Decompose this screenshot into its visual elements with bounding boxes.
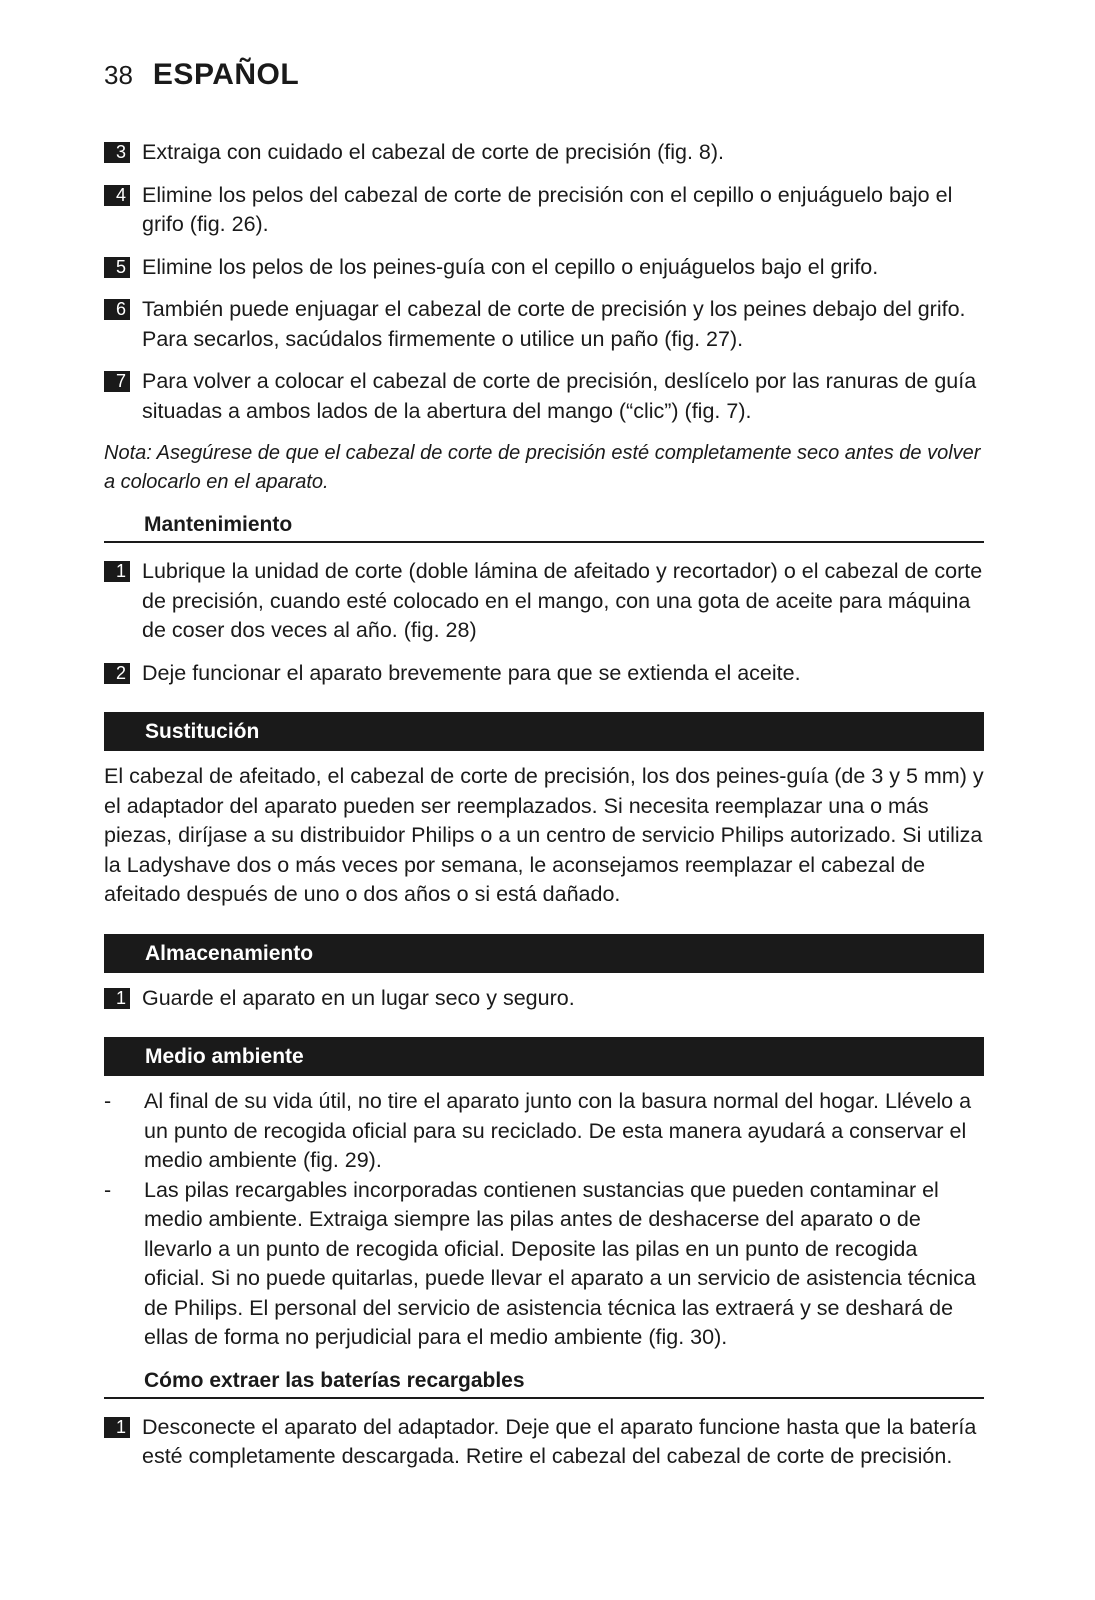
list-item bbox=[104, 1087, 984, 1176]
bullet-text: Las pilas recargables incorporadas contienen sustancias que pueden contaminar el medio ambiente. Extraiga siempre las pilas antes de deshacerse del aparato o de llevarlo a un punto de recogida oficial. Deposite las pilas en un punto de recogida oficial. Si no puede quitarlas, puede llevar el aparato a un servicio de asistencia técnica de Philips. El personal del servicio de asistencia técnica las extraerá y se deshará de ellas de forma no perjudicial para el medio ambiente (fig. 30). bbox=[144, 1177, 976, 1349]
step-text: Para volver a colocar el cabezal de corte de precisión, deslícelo por las ranuras de guía situadas a ambos lados de la abertura del mango (“clic”) (fig. 7). bbox=[142, 369, 977, 423]
step-text: Elimine los pelos de los peines-guía con el cepillo o enjuáguelos bajo el grifo. bbox=[142, 254, 879, 279]
language-title: ESPAÑOL bbox=[152, 58, 300, 91]
section-heading-replacement: Sustitución bbox=[104, 712, 984, 751]
step-text: Lubrique la unidad de corte (doble lámina de afeitado y recortador) o el cabezal de corte de precisión, cuando esté colocado en el mango, con una gota de aceite para máquina de coser dos veces al año. (fig. 28) bbox=[142, 559, 983, 642]
step-number-badge: 5 bbox=[104, 257, 130, 278]
note-text: Nota: Asegúrese de que el cabezal de corte de precisión esté completamente seco antes de volver a colocarlo en el aparato. bbox=[104, 442, 981, 493]
step-item bbox=[104, 295, 984, 354]
step-text: Desconecte el aparato del adaptador. Deje que el aparato funcione hasta que la batería esté completamente descargada. Retire el cabezal del cabezal de corte de precisión. bbox=[142, 1414, 977, 1468]
step-item bbox=[104, 367, 984, 426]
step-number-badge: 3 bbox=[104, 142, 130, 163]
step-text: Guarde el aparato en un lugar seco y seguro. bbox=[142, 985, 575, 1010]
step-number-badge: 1 bbox=[104, 1417, 130, 1438]
step-item bbox=[104, 557, 984, 646]
section-heading-battery-removal: Cómo extraer las baterías recargables bbox=[104, 1367, 984, 1399]
step-item bbox=[104, 138, 984, 168]
page-header bbox=[104, 58, 299, 92]
section-heading-environment: Medio ambiente bbox=[104, 1037, 984, 1076]
step-item bbox=[104, 1413, 984, 1472]
step-item bbox=[104, 659, 984, 689]
step-number-badge: 7 bbox=[104, 371, 130, 392]
page-number: 38 bbox=[104, 60, 133, 90]
step-item bbox=[104, 181, 984, 240]
step-text: Elimine los pelos del cabezal de corte de precisión con el cepillo o enjuáguelo bajo el grifo (fig. 26). bbox=[142, 182, 953, 236]
step-number-badge: 6 bbox=[104, 299, 130, 320]
bullet-text: Al final de su vida útil, no tire el aparato junto con la basura normal del hogar. Llévelo a un punto de recogida oficial para su reciclado. De esta manera ayudará a conservar el medio ambiente (fig. 29). bbox=[144, 1089, 972, 1172]
dash-bullet: - bbox=[104, 1177, 112, 1202]
step-item bbox=[104, 984, 984, 1014]
step-text: También puede enjuagar el cabezal de corte de precisión y los peines debajo del grifo. Para secarlos, sacúdalos firmemente o utilice un paño (fig. 27). bbox=[142, 297, 966, 351]
dash-bullet: - bbox=[104, 1089, 112, 1113]
page-content bbox=[104, 138, 984, 1485]
replacement-paragraph: El cabezal de afeitado, el cabezal de corte de precisión, los dos peines-guía (de 3 y 5 mm) y el adaptador del aparato pueden ser reemplazados. Si necesita reemplazar una o más piezas, diríjase a su distribuidor Philips o a un centro de servicio Philips autorizado. Si utiliza la Ladyshave dos o más veces por semana, le aconsejamos reemplazar el cabezal de afeitado después de uno o dos años o si está dañado. bbox=[104, 764, 984, 906]
step-text: Deje funcionar el aparato brevemente para que se extienda el aceite. bbox=[142, 660, 801, 685]
step-text: Extraiga con cuidado el cabezal de corte de precisión (fig. 8). bbox=[142, 140, 725, 164]
step-number-badge: 1 bbox=[104, 988, 130, 1009]
list-item bbox=[104, 1176, 984, 1353]
step-number-badge: 1 bbox=[104, 561, 130, 582]
step-item bbox=[104, 253, 984, 283]
step-number-badge: 2 bbox=[104, 663, 130, 684]
step-number-badge: 4 bbox=[104, 185, 130, 206]
section-heading-storage: Almacenamiento bbox=[104, 934, 984, 973]
section-heading-maintenance: Mantenimiento bbox=[104, 511, 984, 543]
